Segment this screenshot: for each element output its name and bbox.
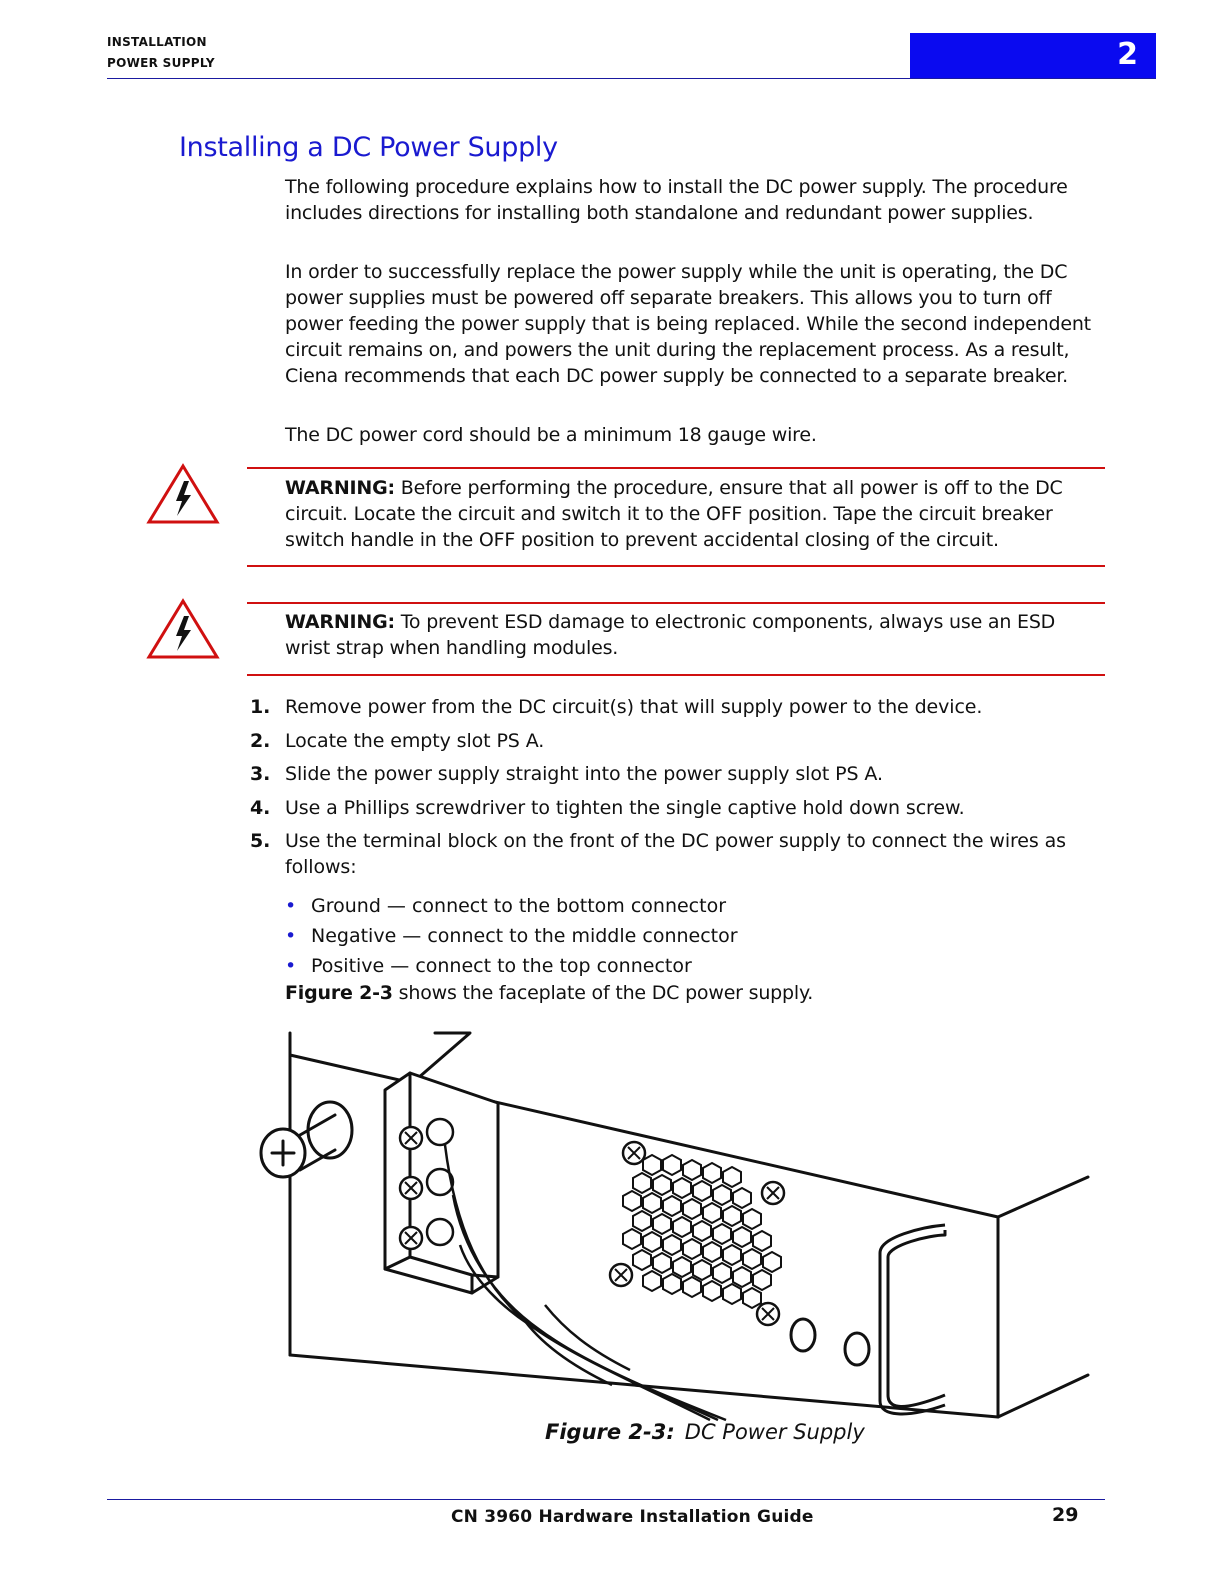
step-text: Slide the power supply straight into the power supply slot PS A. [285,763,883,785]
wire-connection-list [285,891,738,981]
step-text: Use a Phillips screwdriver to tighten the single captive hold down screw. [285,796,965,819]
warning-body: Before performing the procedure, ensure that all power is off to the DC circuit. Locate the circuit and switch it to the OFF position. Tape the circuit breaker switch handle in the OFF position to prevent accidental closing of the circuit. [285,477,1063,551]
warning-text [285,609,1105,661]
bullet-text: Negative — connect to the middle connector [311,925,738,947]
page-number: 29 [1052,1504,1079,1526]
dc-power-supply-figure [240,1025,1100,1425]
figure-reference-link[interactable]: Figure 2-3 [285,982,393,1004]
step-number: 5. [250,830,271,852]
running-header [107,32,215,74]
bullet-icon: • [285,955,297,977]
electrical-hazard-icon [146,598,220,660]
figure-reference-text: shows the faceplate of the DC power supply. [392,982,814,1004]
step-number: 2. [250,729,271,752]
step-item [247,761,1107,787]
list-item [285,891,738,921]
bullet-icon: • [285,925,297,947]
bullet-text: Ground — connect to the bottom connector [311,895,727,917]
chapter-number: 2 [1117,37,1138,72]
step-item [247,694,1107,720]
warning-rule-top [247,467,1105,469]
step-number: 4. [250,796,271,819]
figure-reference [285,980,813,1006]
caption-text: DC Power Supply [684,1420,865,1444]
warning-label: WARNING: [285,477,395,499]
caption-label: Figure 2-3: [545,1420,675,1444]
warning-text [285,475,1105,553]
warning-rule-bottom [247,565,1105,567]
step-text: Remove power from the DC circuit(s) that will supply power to the device. [285,696,983,718]
redundancy-paragraph: In order to successfully replace the power supply while the unit is operating, the DC power supplies must be powered off separate breakers. This allows you to turn off power feeding the power supply that is being replaced. While the second independent circuit remains on, and powers the unit during the replacement process. As a result, Ciena recommends that each DC power supply be connected to a separate breaker. [285,261,1091,387]
step-number: 1. [250,696,271,718]
footer-rule [107,1499,1105,1500]
cord-paragraph: The DC power cord should be a minimum 18 gauge wire. [285,424,817,446]
warning-rule-top [247,602,1105,604]
bullet-icon: • [285,895,297,917]
warning-body: To prevent ESD damage to electronic components, always use an ESD wrist strap when handling modules. [285,611,1056,659]
step-number: 3. [250,763,271,785]
step-text: Locate the empty slot PS A. [285,729,545,752]
electrical-hazard-icon [146,463,220,525]
footer-title: CN 3960 Hardware Installation Guide [451,1507,814,1527]
step-item [247,795,1107,821]
list-item [285,951,738,981]
warning-label: WARNING: [285,611,395,633]
list-item [285,921,738,951]
header-rule [107,78,1156,79]
figure-caption [545,1420,865,1444]
step-text: Use the terminal block on the front of the DC power supply to connect the wires as follows: [285,830,1066,878]
page-title: Installing a DC Power Supply [179,132,558,163]
step-item [247,828,1107,880]
intro-paragraph: The following procedure explains how to install the DC power supply. The procedure includes directions for installing both standalone and redundant power supplies. [285,176,1068,224]
step-item [247,728,1107,754]
header-section: INSTALLATION [107,35,207,49]
procedure-steps [247,694,1107,888]
header-subsection: POWER SUPPLY [107,56,215,70]
chapter-tab [910,33,1156,79]
bullet-text: Positive — connect to the top connector [311,955,692,977]
warning-rule-bottom [247,674,1105,676]
